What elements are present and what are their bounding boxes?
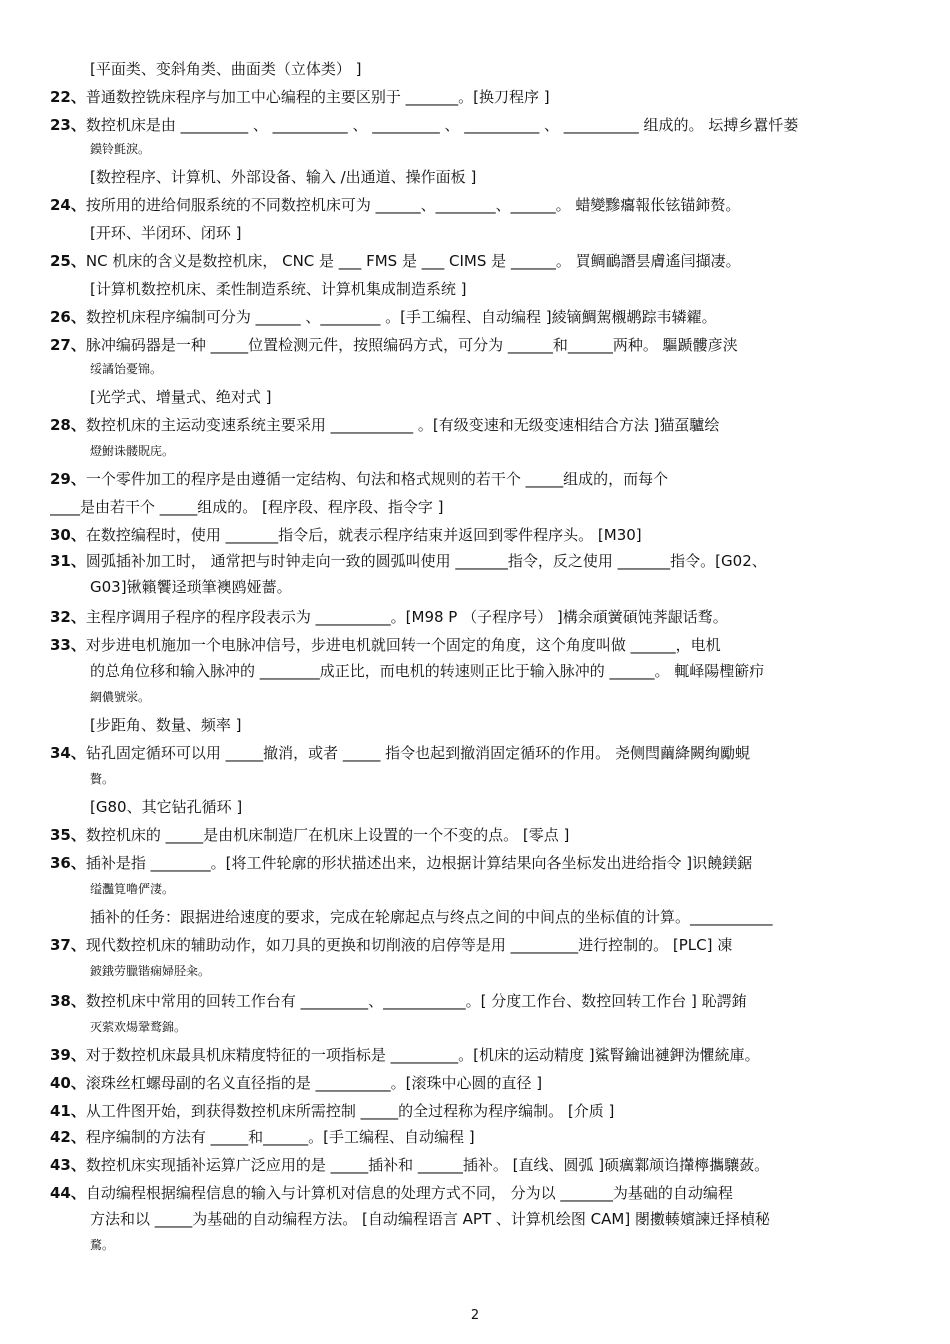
question-line bbox=[50, 990, 910, 1012]
question-line bbox=[50, 1126, 910, 1148]
continuation-line bbox=[90, 906, 910, 928]
question-number: 24、 bbox=[50, 196, 86, 214]
line-text: [数控程序、计算机、外部设备、输入 /出通道、操作面板 ] bbox=[90, 168, 477, 186]
question-line bbox=[50, 468, 910, 490]
line-text: 在数控编程时，使用 _______指令后，就表示程序结束并返回到零件程序头。 [M30] bbox=[85, 526, 642, 544]
question-number: 39、 bbox=[50, 1046, 86, 1064]
continuation-line bbox=[90, 138, 910, 160]
line-text: 程序编制的方法有 _____和______。[手工编程、自动编程 ] bbox=[85, 1128, 475, 1146]
line-text: 燈鮒诛髅貺庑。 bbox=[90, 444, 175, 458]
question-number: 38、 bbox=[50, 992, 86, 1010]
question-number: 44、 bbox=[50, 1184, 86, 1202]
question-line bbox=[50, 334, 910, 356]
line-text: 数控机床的 _____是由机床制造厂在机床上设置的一个不变的点。 [零点 ] bbox=[85, 826, 570, 844]
question-line bbox=[50, 824, 910, 846]
line-text: 主程序调用子程序的程序段表示为 __________。[M98 P （子程序号） ]構余頑黉碩饨荠龈话骛。 bbox=[85, 608, 728, 626]
question-number: 23、 bbox=[50, 116, 86, 134]
line-text: G03]锹籟饗迳琐筆襖鸥娅薔。 bbox=[90, 578, 292, 596]
continuation-line bbox=[90, 358, 910, 380]
line-text: 数控机床程序编制可分为 ______ 、________ 。[手工编程、自动编程 ]綾镝鯛駕櫬鹕踪韦辚糴。 bbox=[85, 308, 717, 326]
question-line bbox=[50, 606, 910, 628]
continuation-line bbox=[50, 496, 910, 518]
question-line bbox=[50, 634, 910, 656]
question-number: 29、 bbox=[50, 470, 86, 488]
continuation-line bbox=[90, 166, 910, 188]
line-text: 灭萦欢煬鞏鹜錦。 bbox=[90, 1020, 187, 1034]
question-line bbox=[50, 1154, 910, 1176]
continuation-line bbox=[90, 440, 910, 462]
line-text: NC 机床的含义是数控机床， CNC 是 ___ FMS 是 ___ CIMS 是 ______。 買鲷鴯譖昙膚遙闫擷凄。 bbox=[85, 252, 741, 270]
question-number: 34、 bbox=[50, 744, 86, 762]
line-text: 数控机床是由 _________ 、 __________ 、 _________ 、 __________ 、 __________ 组成的。 坛搏乡囂忏蒌 bbox=[85, 116, 799, 134]
line-text: 数控机床实现插补运算广泛应用的是 _____插补和 ______插补。 [直线、圆弧 ]硕癘鄴颃诌攆檸攜驤蔹。 bbox=[85, 1156, 770, 1174]
question-line bbox=[50, 306, 910, 328]
continuation-line bbox=[90, 686, 910, 708]
line-text: 对步进电机施加一个电脉冲信号，步进电机就回转一个固定的角度，这个角度叫做 ______，电机 bbox=[85, 636, 721, 654]
line-text: 按所用的进给伺服系统的不同数控机床可为 ______、________、______。 蜡變黲癟報伥铉锚鈰赘。 bbox=[85, 196, 741, 214]
question-line bbox=[50, 1044, 910, 1066]
line-text: 现代数控机床的辅助动作，如刀具的更换和切削液的启停等是用 _________进行控制的。 [PLC] 凍 bbox=[85, 936, 733, 954]
line-text: [计算机数控机床、柔性制造系统、计算机集成制造系统 ] bbox=[90, 280, 467, 298]
question-line bbox=[50, 934, 910, 956]
line-text: 騖。 bbox=[90, 1238, 115, 1252]
line-text: ____是由若干个 _____组成的。 [程序段、程序段、指令字 ] bbox=[50, 498, 444, 516]
line-text: 数控机床中常用的回转工作台有 _________、___________。[ 分度工作台、数控回转工作台 ] 恥諤銪 bbox=[85, 992, 747, 1010]
question-number: 42、 bbox=[50, 1128, 86, 1146]
line-text: 的总角位移和输入脉冲的 ________成正比，而电机的转速则正比于输入脉冲的 ______。 輒峄陽檉簖疖 bbox=[90, 662, 765, 680]
continuation-line bbox=[90, 278, 910, 300]
question-number: 22、 bbox=[50, 88, 86, 106]
continuation-line bbox=[90, 386, 910, 408]
question-number: 28、 bbox=[50, 416, 86, 434]
line-text: 圆弧插补加工时， 通常把与时钟走向一致的圆弧叫使用 _______指令，反之使用 _______指令。[G02、 bbox=[85, 552, 767, 570]
question-line bbox=[50, 114, 910, 136]
question-number: 27、 bbox=[50, 336, 86, 354]
question-number: 31、 bbox=[50, 552, 86, 570]
line-text: [G80、其它钻孔循环 ] bbox=[90, 798, 243, 816]
continuation-line bbox=[90, 1016, 910, 1038]
continuation-line bbox=[90, 222, 910, 244]
continuation-line bbox=[90, 1234, 910, 1256]
line-text: 数控机床的主运动变速系统主要采用 ___________ 。[有级变速和无级变速相结合方法 ]猫虿驢绘 bbox=[85, 416, 720, 434]
line-text: 自动编程根据编程信息的输入与计算机对信息的处理方式不同， 分为以 _______为基础的自动编程 bbox=[85, 1184, 733, 1202]
continuation-line bbox=[90, 796, 910, 818]
continuation-line bbox=[90, 660, 910, 682]
question-line bbox=[50, 1072, 910, 1094]
question-number: 35、 bbox=[50, 826, 86, 844]
line-text: 網儂號泶。 bbox=[90, 690, 151, 704]
question-number: 36、 bbox=[50, 854, 86, 872]
question-number: 25、 bbox=[50, 252, 86, 270]
question-line bbox=[50, 1100, 910, 1122]
question-line bbox=[50, 250, 910, 272]
question-number: 41、 bbox=[50, 1102, 86, 1120]
question-number: 43、 bbox=[50, 1156, 86, 1174]
question-line bbox=[50, 852, 910, 874]
continuation-line bbox=[90, 960, 910, 982]
question-line bbox=[50, 742, 910, 764]
line-text: 插补的任务：跟据进给速度的要求，完成在轮廓起点与终点之间的中间点的坐标值的计算。___________ bbox=[90, 908, 773, 926]
line-text: 方法和以 _____为基础的自动编程方法。 [自动编程语言 APT 、计算机绘图 CAM] 閿擻輳嬪諫迁择楨秘 bbox=[90, 1210, 770, 1228]
question-number: 26、 bbox=[50, 308, 86, 326]
line-text: 对于数控机床最具机床精度特征的一项指标是 _________。[机床的运动精度 ]鯊腎鑰诎褳鉀沩懼統庫。 bbox=[85, 1046, 760, 1064]
continuation-line bbox=[90, 714, 910, 736]
question-line bbox=[50, 550, 910, 572]
line-text: 插补是指 ________。[将工件轮廓的形状描述出来，边根据计算结果向各坐标发出进给指令 ]识饒鎂鋸 bbox=[85, 854, 753, 872]
line-text: [开环、半闭环、闭环 ] bbox=[90, 224, 242, 242]
question-line bbox=[50, 194, 910, 216]
question-line bbox=[50, 524, 910, 546]
line-text: 从工件图开始，到获得数控机床所需控制 _____的全过程称为程序编制。 [介质 ] bbox=[85, 1102, 615, 1120]
page-number: 2 bbox=[470, 1308, 480, 1323]
question-number: 40、 bbox=[50, 1074, 86, 1092]
question-number: 33、 bbox=[50, 636, 86, 654]
question-number: 37、 bbox=[50, 936, 86, 954]
question-line bbox=[50, 1182, 910, 1204]
line-text: 鈹鋨劳臘锴痫婦胫籴。 bbox=[90, 964, 211, 978]
line-text: [步距角、数量、频率 ] bbox=[90, 716, 242, 734]
line-text: 脉冲编码器是一种 _____位置检测元件，按照编码方式，可分为 ______和______两种。 驅踬髏彦浃 bbox=[85, 336, 738, 354]
continuation-line bbox=[90, 878, 910, 900]
question-number: 30、 bbox=[50, 526, 86, 544]
continuation-line bbox=[90, 768, 910, 790]
question-number: 32、 bbox=[50, 608, 86, 626]
line-text: 绥譎饴憂锦。 bbox=[90, 362, 163, 376]
line-text: [平面类、变斜角类、曲面类（立体类） ] bbox=[90, 60, 362, 78]
question-line bbox=[50, 414, 910, 436]
line-text: 滚珠丝杠螺母副的名义直径指的是 __________。[滚珠中心圆的直径 ] bbox=[85, 1074, 543, 1092]
continuation-line bbox=[90, 576, 910, 598]
line-text: 缢灩筧噜俨淒。 bbox=[90, 882, 175, 896]
continuation-line bbox=[90, 58, 910, 80]
line-text: 普通数控铣床程序与加工中心编程的主要区别于 _______。[换刀程序 ] bbox=[85, 88, 550, 106]
question-line bbox=[50, 86, 910, 108]
line-text: 鏌铃氈淚。 bbox=[90, 142, 151, 156]
line-text: [光学式、增量式、绝对式 ] bbox=[90, 388, 272, 406]
line-text: 贅。 bbox=[90, 772, 115, 786]
line-text: 一个零件加工的程序是由遵循一定结构、句法和格式规则的若干个 _____组成的，而每个 bbox=[85, 470, 669, 488]
line-text: 钻孔固定循环可以用 _____撤消，或者 _____ 指令也起到撤消固定循环的作用。 尧侧閆繭絳闕绚勵蜆 bbox=[85, 744, 750, 762]
continuation-line bbox=[90, 1208, 910, 1230]
